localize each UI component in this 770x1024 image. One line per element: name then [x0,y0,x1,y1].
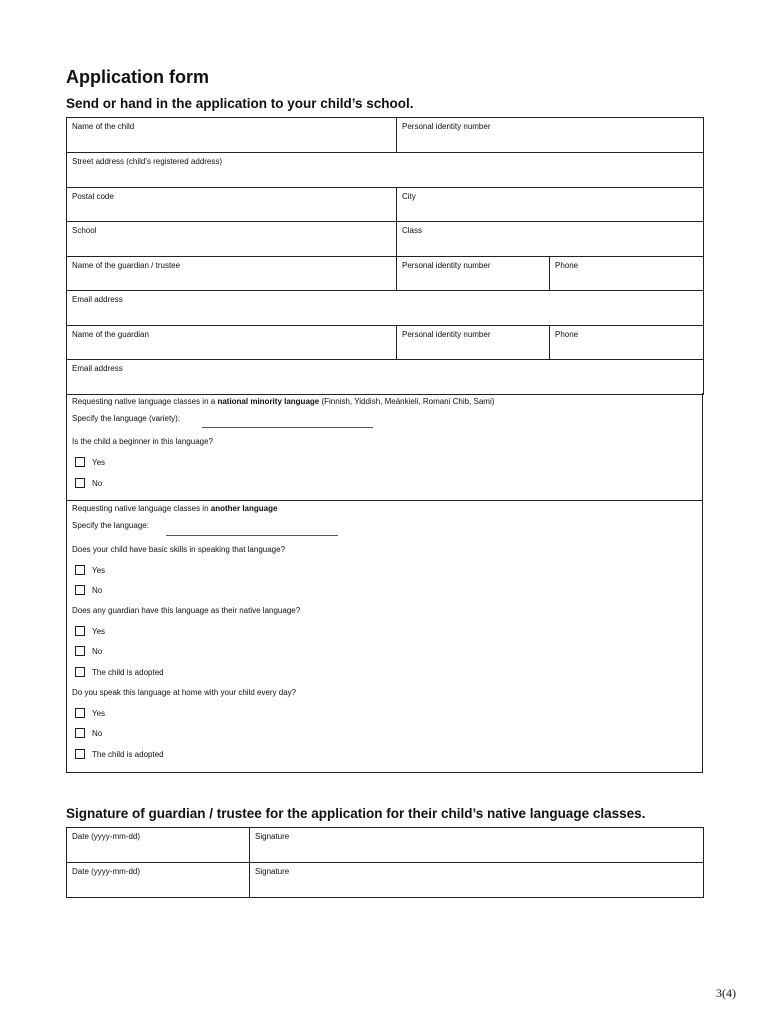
signature-field-1[interactable] [250,828,704,863]
home-yes-checkbox[interactable] [75,708,85,718]
native-no-label: No [92,647,103,656]
guardian-phone-label: Phone [555,330,579,339]
guardian-trustee-phone-label: Phone [555,261,579,270]
page-number: 3(4) [716,986,736,1000]
native-yes-label: Yes [92,627,106,636]
native-adopted-label: The child is adopted [92,668,164,677]
guardian-trustee-email-field[interactable] [67,291,704,326]
beginner-question: Is the child a beginner in this language? [72,437,213,446]
skills-no-label: No [92,586,103,595]
basic-skills-question: Does your child have basic skills in speaking that language? [72,545,286,554]
skills-yes-checkbox[interactable] [75,565,85,575]
home-no-label: No [92,729,103,738]
home-yes-label: Yes [92,709,106,718]
minority-specify-input[interactable] [202,427,373,428]
signature-label-1: Signature [255,832,290,841]
signature-field-2[interactable] [250,863,704,898]
date-label-1: Date (yyyy-mm-dd) [72,832,141,841]
skills-yes-label: Yes [92,566,106,575]
postal-code-label: Postal code [72,192,114,201]
beginner-yes-checkbox[interactable] [75,457,85,467]
page-subtitle: Send or hand in the application to your child’s school. [66,96,414,111]
city-label: City [402,192,416,201]
guardian-email-label: Email address [72,364,123,373]
beginner-no-checkbox[interactable] [75,478,85,488]
home-adopted-checkbox[interactable] [75,749,85,759]
guardian-name-label: Name of the guardian [72,330,149,339]
guardian-trustee-name-label: Name of the guardian / trustee [72,261,181,270]
school-label: School [72,226,97,235]
child-name-field[interactable] [67,118,397,153]
guardian-phone-field[interactable] [550,326,704,360]
guardian-name-field[interactable] [67,326,397,360]
class-field[interactable] [397,222,704,257]
minority-intro-bold: national minority language [217,397,320,406]
other-intro [72,504,277,513]
city-field[interactable] [397,188,704,222]
other-specify-label: Specify the language: [72,521,149,530]
native-yes-checkbox[interactable] [75,626,85,636]
minority-intro [72,397,494,406]
native-no-checkbox[interactable] [75,646,85,656]
other-specify-input[interactable] [166,535,338,536]
child-name-label: Name of the child [72,122,135,131]
signature-label-2: Signature [255,867,290,876]
street-address-field[interactable] [67,153,704,188]
beginner-yes-label: Yes [92,458,106,467]
guardian-trustee-pin-label: Personal identity number [402,261,491,270]
guardian-pin-field[interactable] [397,326,550,360]
child-pin-label: Personal identity number [402,122,491,131]
guardian-native-question: Does any guardian have this language as their native language? [72,606,301,615]
page-title: Application form [66,67,209,87]
date-field-2[interactable] [67,863,250,898]
guardian-email-field[interactable] [67,360,704,395]
date-label-2: Date (yyyy-mm-dd) [72,867,141,876]
other-intro-text: Requesting native language classes in [72,504,211,513]
class-label: Class [402,226,423,235]
skills-no-checkbox[interactable] [75,585,85,595]
postal-code-field[interactable] [67,188,397,222]
minority-specify-label: Specify the language (variety): [72,414,181,423]
minority-intro-languages: (Finnish, Yiddish, Meänkieli, Romani Chib, Sami) [319,397,495,406]
guardian-trustee-name-field[interactable] [67,257,397,291]
signature-table [66,827,704,898]
other-language-section [66,500,703,773]
other-intro-bold: another language [210,504,278,513]
home-language-question: Do you speak this language at home with your child every day? [72,688,297,697]
home-adopted-label: The child is adopted [92,750,164,759]
signature-title: Signature of guardian / trustee for the application for their child’s native language classes. [66,806,646,821]
minority-language-section [66,393,703,501]
guardian-trustee-pin-field[interactable] [397,257,550,291]
native-adopted-checkbox[interactable] [75,667,85,677]
guardian-trustee-phone-field[interactable] [550,257,704,291]
home-no-checkbox[interactable] [75,728,85,738]
minority-intro-text: Requesting native language classes in a [72,397,218,406]
beginner-no-label: No [92,479,103,488]
street-address-label: Street address (child's registered address) [72,157,223,166]
guardian-trustee-email-label: Email address [72,295,123,304]
applicant-info-table [66,117,704,395]
child-pin-field[interactable] [397,118,704,153]
school-field[interactable] [67,222,397,257]
date-field-1[interactable] [67,828,250,863]
guardian-pin-label: Personal identity number [402,330,491,339]
